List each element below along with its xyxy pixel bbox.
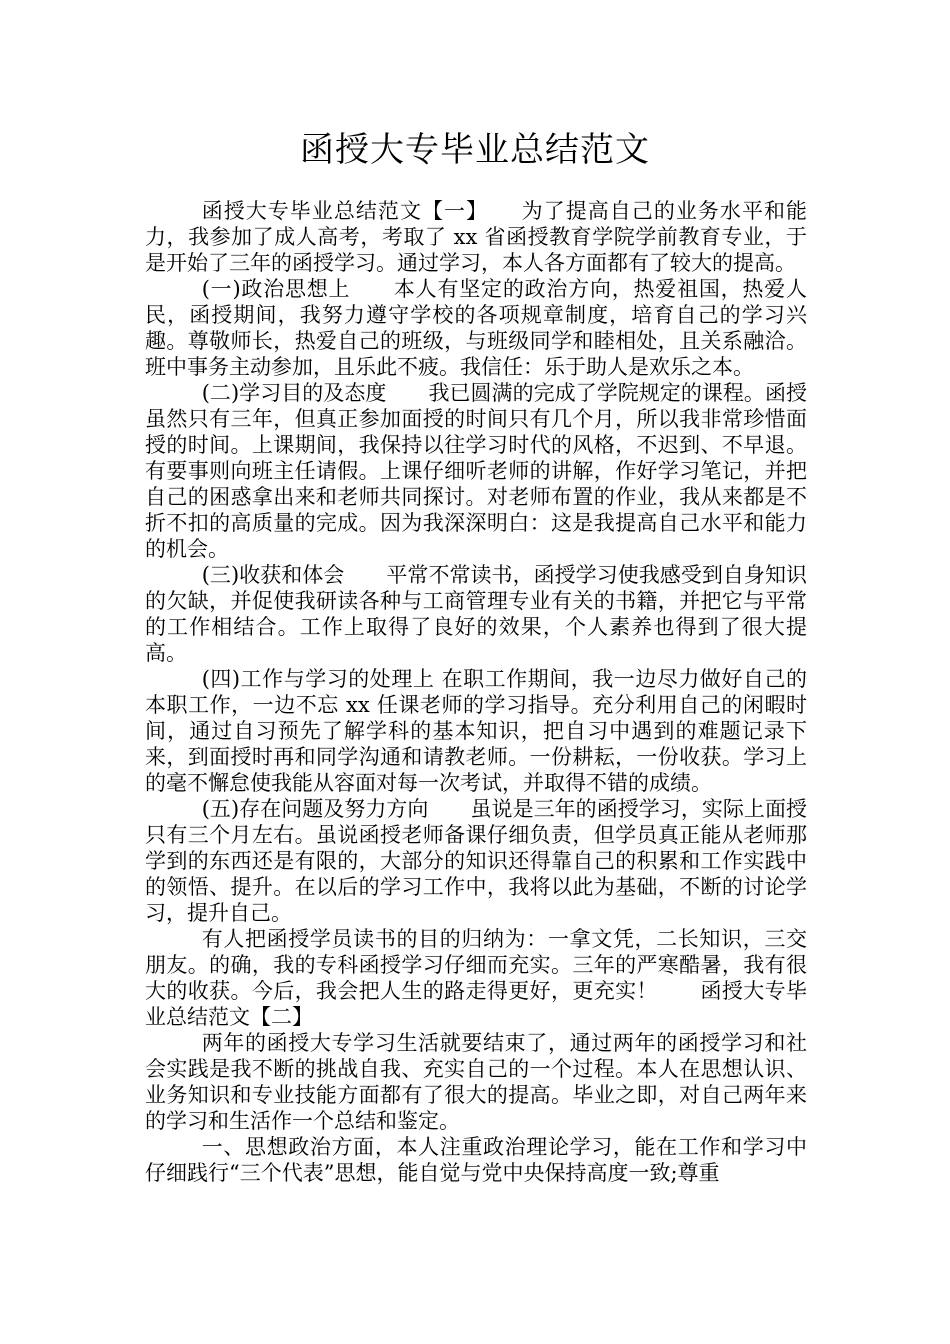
paragraph: (四)工作与学习的处理上 在职工作期间，我一边尽力做好自己的本职工作，一边不忘 xx 任课老师的学习指导。充分利用自己的闲暇时间，通过自习预先了解学科的基本知识，把自习中遇到的难题记录下来，到面授时再和同学沟通和请教老师。一份耕耘，一份收获。学习上的毫不懈怠使我能从容面对每一次考试，并取得不错的成绩。 [145,667,807,795]
paragraph: 两年的函授大专学习生活就要结束了，通过两年的函授学习和社会实践是我不断的挑战自我、充实自己的一个过程。本人在思想认识、业务知识和专业技能方面都有了很大的提高。毕业之即，对自己两年来的学习和生活作一个总结和鉴定。 [145,1031,807,1133]
paragraph: 一、思想政治方面，本人注重政治理论学习，能在工作和学习中仔细践行“三个代表”思想，能自觉与党中央保持高度一致;尊重 [145,1135,807,1185]
paragraph: (三)收获和体会 平常不常读书，函授学习使我感受到自身知识的欠缺，并促使我研读各种与工商管理专业有关的书籍，并把它与平常的工作相结合。工作上取得了良好的效果，个人素养也得到了很大提高。 [145,563,807,665]
document-body [145,198,807,1186]
paragraph: (二)学习目的及态度 我已圆满的完成了学院规定的课程。函授虽然只有三年，但真正参加面授的时间只有几个月，所以我非常珍惜面授的时间。上课期间，我保持以往学习时代的风格，不迟到、不早退。有要事则向班主任请假。上课仔细听老师的讲解，作好学习笔记，并把自己的困惑拿出来和老师共同探讨。对老师布置的作业，我从来都是不折不扣的高质量的完成。因为我深深明白：这是我提高自己水平和能力的机会。 [145,381,807,561]
paragraph: (一)政治思想上 本人有坚定的政治方向，热爱祖国，热爱人民，函授期间，我努力遵守学校的各项规章制度，培育自己的学习兴趣。尊敬师长，热爱自己的班级，与班级同学和睦相处，且关系融洽。班中事务主动参加，且乐此不疲。我信任：乐于助人是欢乐之本。 [145,277,807,379]
paragraph: 有人把函授学员读书的目的归纳为：一拿文凭，二长知识，三交朋友。的确，我的专科函授学习仔细而充实。三年的严寒酷暑，我有很大的收获。今后，我会把人生的路走得更好，更充实！ 函授大专毕业总结范文【二】 [145,927,807,1029]
paragraph: (五)存在问题及努力方向 虽说是三年的函授学习，实际上面授只有三个月左右。虽说函授老师备课仔细负责，但学员真正能从老师那学到的东西还是有限的，大部分的知识还得靠自己的积累和工作实践中的领悟、提升。在以后的学习工作中，我将以此为基础，不断的讨论学习，提升自己。 [145,797,807,925]
document-title: 函授大专毕业总结范文 [300,130,650,170]
paragraph: 函授大专毕业总结范文【一】 为了提高自己的业务水平和能力，我参加了成人高考，考取了 xx 省函授教育学院学前教育专业，于是开始了三年的函授学习。通过学习，本人各方面都有了较大的提高。 [145,199,807,275]
